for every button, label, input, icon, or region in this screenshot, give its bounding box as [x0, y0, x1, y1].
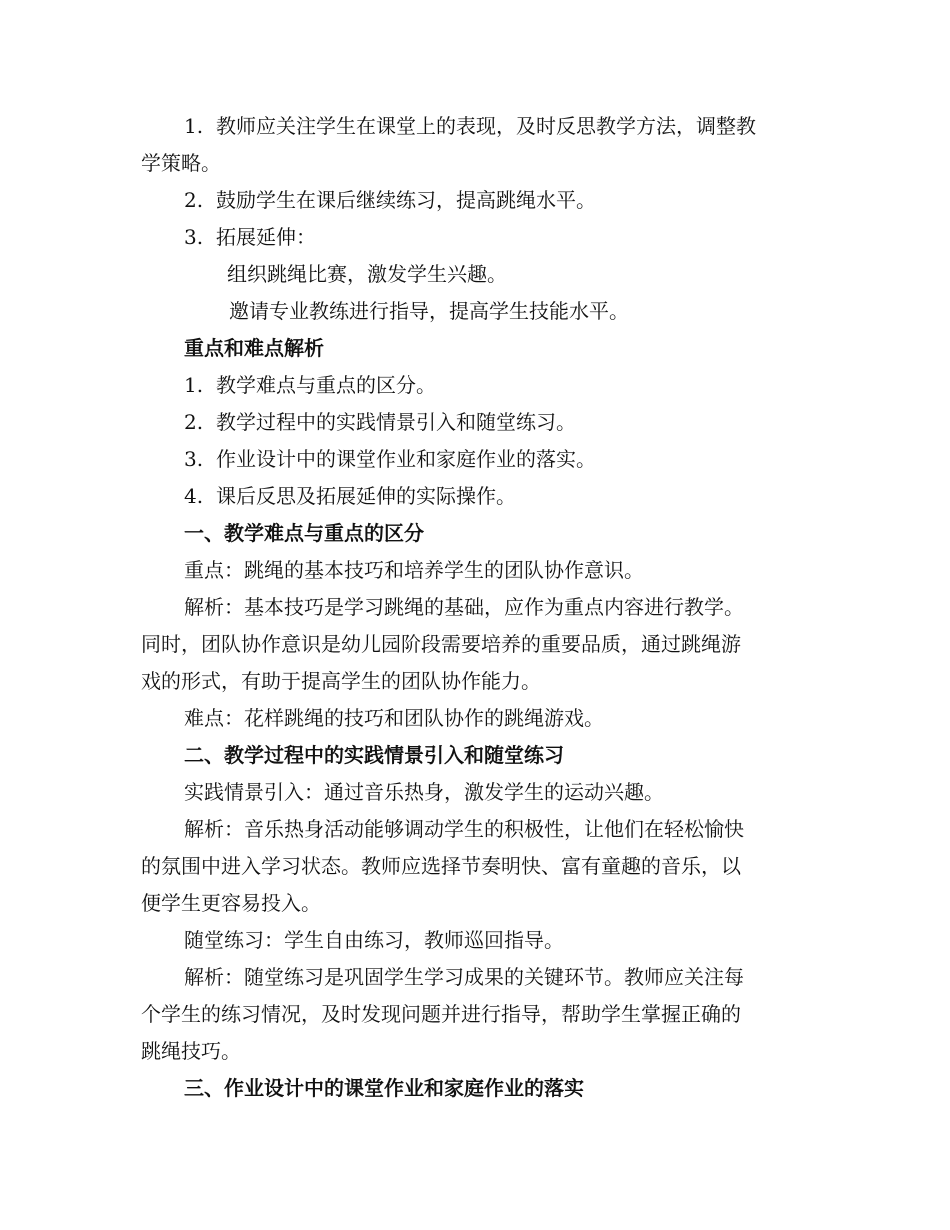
section-1-analysis-line-3: 戏的形式，有助于提高学生的团队协作能力。 [141, 669, 541, 693]
section-1-difficulty: 难点：花样跳绳的技巧和团队协作的跳绳游戏。 [184, 706, 604, 730]
item-number: 2. [184, 188, 204, 212]
reflection-item-1-continuation: 学策略。 [141, 151, 221, 175]
reflection-item-1 [141, 108, 809, 145]
item-text: 教师应关注学生在课堂上的表现，及时反思教学方法，调整教 [216, 114, 756, 138]
analysis-item-2 [141, 404, 809, 441]
item-number: 3. [184, 225, 204, 249]
section-1-analysis-line-2: 同时，团队协作意识是幼儿园阶段需要培养的重要品质，通过跳绳游 [141, 632, 741, 656]
item-text: 课后反思及拓展延伸的实际操作。 [216, 484, 516, 508]
reflection-item-2 [141, 182, 809, 219]
item-text: 作业设计中的课堂作业和家庭作业的落实。 [216, 447, 596, 471]
item-number: 2. [184, 410, 204, 434]
section-2-practice: 随堂练习：学生自由练习，教师巡回指导。 [184, 928, 564, 952]
item-text: 教学难点与重点的区分。 [216, 373, 436, 397]
section-2-intro: 实践情景引入：通过音乐热身，激发学生的运动兴趣。 [184, 780, 664, 804]
document-body [141, 108, 809, 1107]
item-text: 拓展延伸： [216, 225, 316, 249]
section-2-intro-analysis-line-1: 解析：音乐热身活动能够调动学生的积极性，让他们在轻松愉快 [184, 817, 744, 841]
section-2-practice-analysis-line-3: 跳绳技巧。 [141, 1039, 241, 1063]
item-text: 教学过程中的实践情景引入和随堂练习。 [216, 410, 576, 434]
analysis-item-4 [141, 478, 809, 515]
section-1-analysis-line-1: 解析：基本技巧是学习跳绳的基础，应作为重点内容进行教学。 [184, 595, 744, 619]
extension-item-1: 组织跳绳比赛，激发学生兴趣。 [227, 262, 507, 286]
item-number: 3. [184, 447, 204, 471]
section-2-intro-analysis-line-3: 便学生更容易投入。 [141, 891, 321, 915]
section-2-heading: 二、教学过程中的实践情景引入和随堂练习 [184, 743, 564, 767]
analysis-item-3 [141, 441, 809, 478]
section-2-practice-analysis-line-2: 个学生的练习情况，及时发现问题并进行指导，帮助学生掌握正确的 [141, 1002, 741, 1026]
reflection-item-3 [141, 219, 809, 256]
item-number: 1. [184, 114, 204, 138]
section-1-heading: 一、教学难点与重点的区分 [184, 521, 424, 545]
analysis-heading: 重点和难点解析 [184, 336, 324, 360]
analysis-item-1 [141, 367, 809, 404]
section-1-key-point: 重点：跳绳的基本技巧和培养学生的团队协作意识。 [184, 558, 644, 582]
section-2-intro-analysis-line-2: 的氛围中进入学习状态。教师应选择节奏明快、富有童趣的音乐，以 [141, 854, 741, 878]
section-3-heading: 三、作业设计中的课堂作业和家庭作业的落实 [184, 1076, 584, 1100]
section-2-practice-analysis-line-1: 解析：随堂练习是巩固学生学习成果的关键环节。教师应关注每 [184, 965, 744, 989]
item-number: 1. [184, 373, 204, 397]
extension-item-2: 邀请专业教练进行指导，提高学生技能水平。 [229, 299, 629, 323]
item-text: 鼓励学生在课后继续练习，提高跳绳水平。 [216, 188, 596, 212]
item-number: 4. [184, 484, 204, 508]
